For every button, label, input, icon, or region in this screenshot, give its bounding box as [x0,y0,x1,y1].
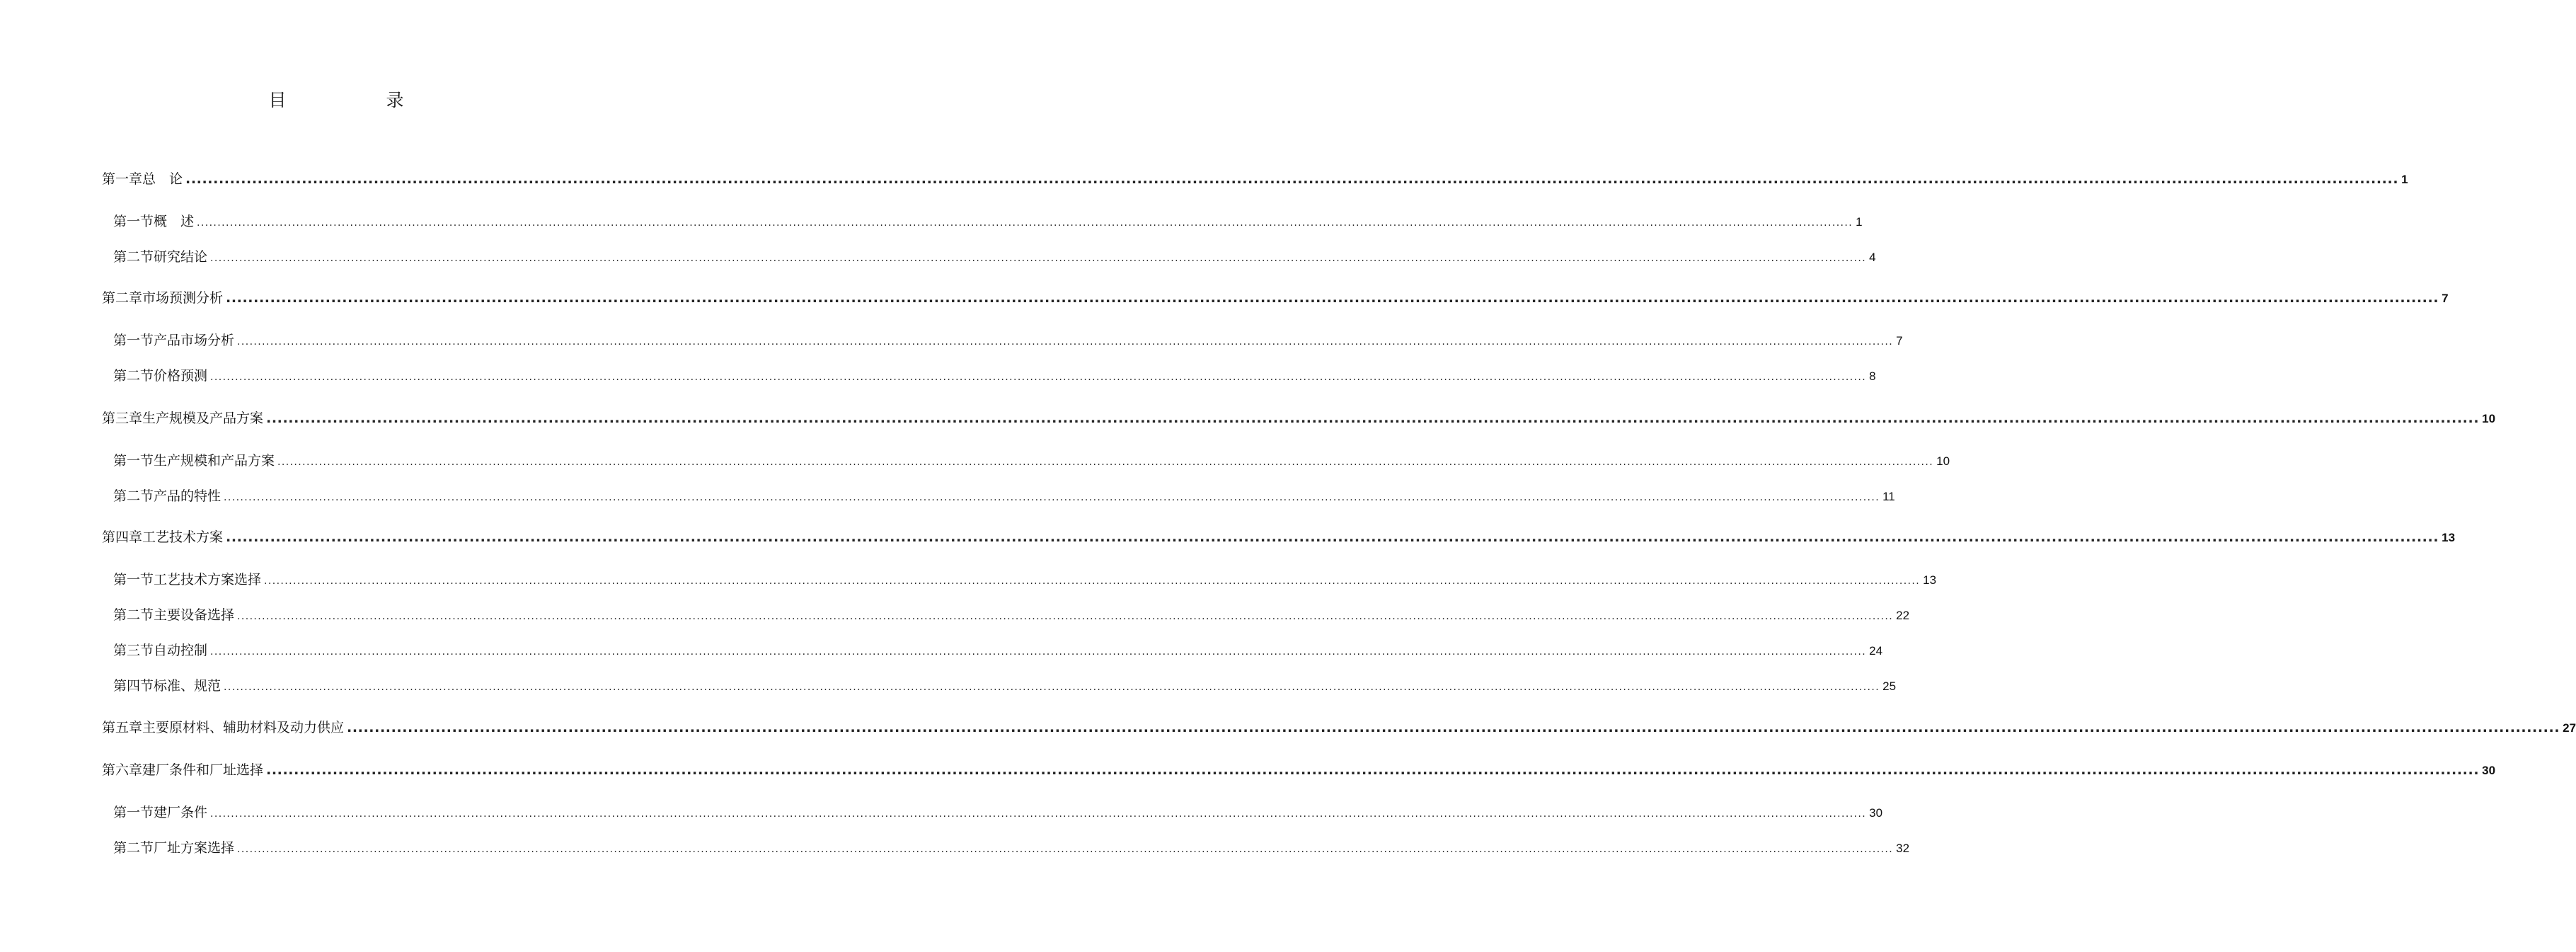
toc-dot-leader: ................................................................................................................................................................................................................................................................................................................................................................................................................ [226,529,2439,545]
toc-section-entry[interactable] [113,450,1950,469]
toc-entry-title: 生产规模和产品方案 [154,453,275,469]
toc-entry-label: 第二节 [113,249,154,265]
toc-chapter-entry[interactable] [102,759,2496,778]
toc-dot-leader: ................................................................................................................................................................................................................................................................................................................................................................................................................ [197,217,1853,229]
toc-page-number: 11 [1882,490,1895,503]
toc-section-entry[interactable] [113,675,1897,694]
toc-chapter-entry[interactable] [102,408,2496,426]
toc-entry-label: 第二节 [113,488,154,504]
toc-dot-leader: ................................................................................................................................................................................................................................................................................................................................................................................................................ [224,492,1880,503]
toc-entry-title: 建厂条件 [154,805,208,820]
toc-entry-label: 第四章 [102,529,143,545]
toc-dot-leader: ................................................................................................................................................................................................................................................................................................................................................................................................................ [277,457,1934,468]
toc-entry-label: 第二节 [113,368,154,384]
toc-entry-label: 第三节 [113,643,154,658]
toc-entry-label: 第一节 [113,333,154,348]
toc-dot-leader: ................................................................................................................................................................................................................................................................................................................................................................................................................ [210,372,1867,383]
toc-page-number: 4 [1869,251,1876,264]
toc-page-number: 27 [2563,721,2576,735]
toc-page-number: 1 [2401,173,2408,186]
toc-entry-title: 建厂条件和厂址选择 [142,762,264,778]
toc-entry-title: 厂址方案选择 [154,840,235,856]
toc-section-entry[interactable] [113,802,1883,820]
toc-chapter-entry[interactable] [102,168,2408,187]
toc-entry-title: 市场预测分析 [142,290,224,306]
toc-section-entry[interactable] [113,486,1895,504]
toc-dot-leader: ................................................................................................................................................................................................................................................................................................................................................................................................................ [237,611,1894,622]
toc-entry-label: 第二节 [113,840,154,856]
toc-dot-leader: ................................................................................................................................................................................................................................................................................................................................................................................................................ [266,411,2480,426]
toc-entry-title: 主要原材料、辅助材料及动力供应 [142,720,345,735]
toc-entry-title: 研究结论 [154,249,208,265]
toc-entry-label: 第一章 [102,171,143,187]
toc-section-entry[interactable] [113,330,1903,348]
toc-entry-label: 第一节 [113,453,154,469]
toc-entry-label: 第四节 [113,678,154,694]
toc-entry-title: 概 述 [154,214,195,229]
toc-entry-title: 工艺技术方案 [142,529,224,545]
toc-page-number: 10 [1936,454,1950,468]
toc-entry-label: 第三章 [102,411,143,426]
toc-dot-leader: ................................................................................................................................................................................................................................................................................................................................................................................................................ [237,336,1894,348]
toc-dot-leader: ................................................................................................................................................................................................................................................................................................................................................................................................................ [224,682,1880,693]
toc-section-entry[interactable] [113,569,1937,587]
toc-chapter-entry[interactable] [102,287,2449,306]
toc-entry-title: 主要设备选择 [154,607,235,623]
toc-entry-title: 工艺技术方案选择 [154,572,262,587]
toc-entry-label: 第五章 [102,720,143,735]
toc-entry-title: 价格预测 [154,368,208,384]
toc-page-number: 10 [2482,412,2496,425]
toc-section-entry[interactable] [113,211,1863,229]
toc-entry-title: 自动控制 [154,643,208,658]
toc-section-entry[interactable] [113,604,1910,623]
toc-entry-title: 总 论 [142,171,183,187]
toc-entry-title: 产品的特性 [154,488,222,504]
toc-chapter-entry[interactable] [102,717,2576,735]
toc-section-entry[interactable] [113,365,1876,384]
toc-entry-title: 产品市场分析 [154,333,235,348]
toc-dot-leader: ................................................................................................................................................................................................................................................................................................................................................................................................................ [210,253,1867,264]
toc-entry-label: 第六章 [102,762,143,778]
toc-section-entry[interactable] [113,246,1876,265]
toc-page-number: 32 [1896,842,1910,855]
toc-dot-leader: ................................................................................................................................................................................................................................................................................................................................................................................................................ [237,844,1894,855]
toc-chapter-entry[interactable] [102,527,2456,545]
toc-page-number: 25 [1882,679,1897,693]
toc-dot-leader: ................................................................................................................................................................................................................................................................................................................................................................................................................ [347,720,2560,735]
toc-dot-leader: ................................................................................................................................................................................................................................................................................................................................................................................................................ [210,646,1867,658]
toc-entry-label: 第一节 [113,572,154,587]
toc-entry-label: 第一节 [113,805,154,820]
toc-page-number: 7 [2442,292,2449,305]
toc-page-number: 30 [2482,764,2496,777]
toc-entry-label: 第二节 [113,607,154,623]
toc-dot-leader: ................................................................................................................................................................................................................................................................................................................................................................................................................ [266,762,2480,778]
toc-dot-leader: ................................................................................................................................................................................................................................................................................................................................................................................................................ [226,290,2439,306]
toc-dot-leader: ................................................................................................................................................................................................................................................................................................................................................................................................................ [185,171,2399,187]
toc-entry-title: 标准、规范 [154,678,222,694]
toc-page-number: 30 [1869,806,1883,820]
toc-page-number: 8 [1869,369,1876,383]
toc-dot-leader: ................................................................................................................................................................................................................................................................................................................................................................................................................ [264,575,1921,587]
toc-page-number: 7 [1896,334,1903,348]
page-title: 目 录 [268,90,445,110]
toc-page-number: 13 [2442,531,2456,544]
toc-section-entry[interactable] [113,640,1883,658]
toc-entry-label: 第一节 [113,214,154,229]
toc-dot-leader: ................................................................................................................................................................................................................................................................................................................................................................................................................ [210,808,1867,820]
toc-section-entry[interactable] [113,837,1910,856]
toc-entry-title: 生产规模及产品方案 [142,411,264,426]
toc-page-number: 1 [1856,215,1863,229]
toc-page-number: 13 [1923,573,1937,587]
toc-entry-label: 第二章 [102,290,143,306]
toc-page-number: 24 [1869,644,1883,658]
toc-page-number: 22 [1896,609,1910,622]
